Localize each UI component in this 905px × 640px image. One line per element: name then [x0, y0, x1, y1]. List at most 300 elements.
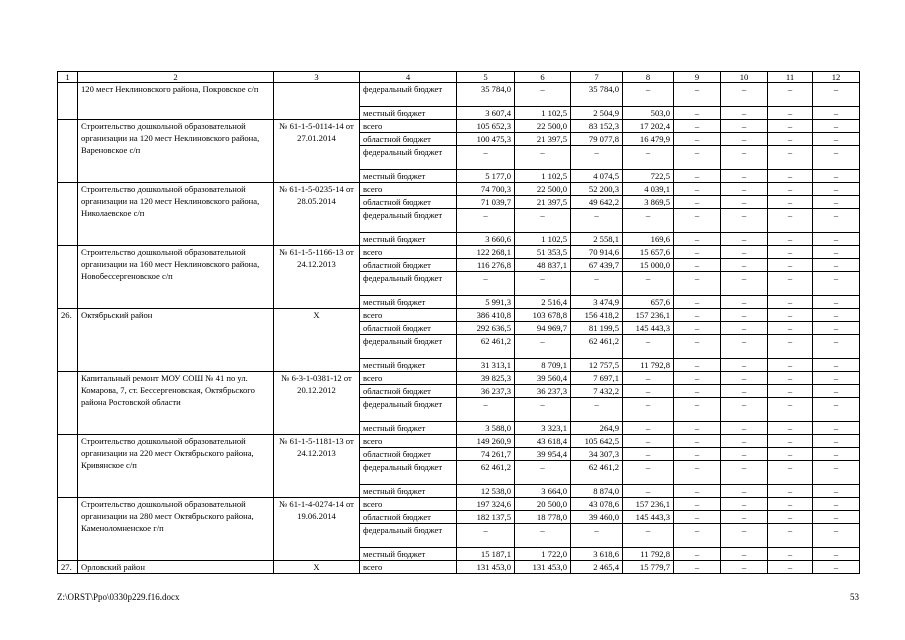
- amount-cell: 145 443,3: [623, 511, 674, 524]
- amount-cell: –: [813, 120, 860, 133]
- amount-cell: –: [457, 272, 515, 296]
- amount-cell: 156 418,2: [571, 309, 623, 322]
- amount-cell: 264,9: [571, 422, 623, 435]
- amount-cell: –: [768, 259, 813, 272]
- object-name: Орловский район: [78, 561, 274, 574]
- amount-cell: –: [515, 524, 571, 548]
- amount-cell: 15 187,1: [457, 548, 515, 561]
- amount-cell: –: [721, 322, 768, 335]
- amount-cell: –: [571, 209, 623, 233]
- amount-cell: 48 837,1: [515, 259, 571, 272]
- amount-cell: –: [623, 335, 674, 359]
- amount-cell: 3 588,0: [457, 422, 515, 435]
- amount-cell: 5 991,3: [457, 296, 515, 309]
- amount-cell: 20 500,0: [515, 498, 571, 511]
- amount-cell: 35 784,0: [571, 83, 623, 107]
- amount-cell: –: [813, 246, 860, 259]
- amount-cell: –: [623, 272, 674, 296]
- amount-cell: 722,5: [623, 170, 674, 183]
- amount-cell: 182 137,5: [457, 511, 515, 524]
- amount-cell: –: [768, 170, 813, 183]
- amount-cell: –: [674, 272, 721, 296]
- amount-cell: –: [768, 385, 813, 398]
- amount-cell: 3 869,5: [623, 196, 674, 209]
- amount-cell: 2 558,1: [571, 233, 623, 246]
- amount-cell: 122 268,1: [457, 246, 515, 259]
- amount-cell: –: [623, 448, 674, 461]
- amount-cell: –: [674, 296, 721, 309]
- amount-cell: 149 260,9: [457, 435, 515, 448]
- amount-cell: –: [768, 83, 813, 107]
- amount-cell: –: [721, 335, 768, 359]
- amount-cell: –: [721, 398, 768, 422]
- amount-cell: –: [721, 296, 768, 309]
- object-name: Строительство дошкольной образовательной организации на 220 мест Октябрьского района, Кривянское с/п: [78, 435, 274, 498]
- amount-cell: –: [813, 196, 860, 209]
- amount-cell: –: [721, 524, 768, 548]
- amount-cell: 103 678,8: [515, 309, 571, 322]
- amount-cell: 169,6: [623, 233, 674, 246]
- row-number: [58, 120, 78, 183]
- amount-cell: –: [623, 461, 674, 485]
- amount-cell: –: [721, 372, 768, 385]
- amount-cell: –: [813, 133, 860, 146]
- amount-cell: –: [457, 524, 515, 548]
- amount-cell: –: [768, 322, 813, 335]
- amount-cell: 74 700,3: [457, 183, 515, 196]
- amount-cell: –: [674, 259, 721, 272]
- amount-cell: 51 353,5: [515, 246, 571, 259]
- amount-cell: 81 199,5: [571, 322, 623, 335]
- amount-cell: 157 236,1: [623, 498, 674, 511]
- amount-cell: 657,6: [623, 296, 674, 309]
- amount-cell: –: [813, 485, 860, 498]
- amount-cell: 62 461,2: [571, 335, 623, 359]
- amount-cell: –: [674, 146, 721, 170]
- amount-cell: –: [623, 83, 674, 107]
- funding-source: местный бюджет: [360, 548, 457, 561]
- amount-cell: –: [674, 335, 721, 359]
- amount-cell: 100 475,3: [457, 133, 515, 146]
- amount-cell: –: [768, 183, 813, 196]
- amount-cell: –: [768, 398, 813, 422]
- amount-cell: –: [674, 548, 721, 561]
- amount-cell: 83 152,3: [571, 120, 623, 133]
- amount-cell: 62 461,2: [571, 461, 623, 485]
- table-row: [58, 83, 860, 107]
- amount-cell: –: [768, 107, 813, 120]
- amount-cell: –: [515, 272, 571, 296]
- amount-cell: –: [813, 259, 860, 272]
- amount-cell: –: [721, 422, 768, 435]
- amount-cell: 1 722,0: [515, 548, 571, 561]
- amount-cell: –: [721, 183, 768, 196]
- column-number: 3: [274, 72, 360, 83]
- object-name: Октябрьский район: [78, 309, 274, 372]
- amount-cell: –: [623, 372, 674, 385]
- funding-source: федеральный бюджет: [360, 146, 457, 170]
- amount-cell: 197 324,6: [457, 498, 515, 511]
- table-row: [58, 435, 860, 448]
- amount-cell: 503,0: [623, 107, 674, 120]
- amount-cell: 105 642,5: [571, 435, 623, 448]
- amount-cell: –: [457, 398, 515, 422]
- table-row: [58, 372, 860, 385]
- approval-document: Х: [274, 561, 360, 574]
- amount-cell: –: [768, 435, 813, 448]
- table-row: [58, 120, 860, 133]
- funding-source: федеральный бюджет: [360, 335, 457, 359]
- amount-cell: 39 954,4: [515, 448, 571, 461]
- funding-source: федеральный бюджет: [360, 398, 457, 422]
- funding-source: всего: [360, 309, 457, 322]
- amount-cell: –: [813, 422, 860, 435]
- amount-cell: 2 516,4: [515, 296, 571, 309]
- amount-cell: 386 410,8: [457, 309, 515, 322]
- amount-cell: –: [721, 83, 768, 107]
- amount-cell: –: [768, 422, 813, 435]
- amount-cell: –: [768, 309, 813, 322]
- amount-cell: –: [813, 524, 860, 548]
- footer-file-path: Z:\ORST\Ppo\0330p229.f16.docx: [57, 592, 180, 602]
- amount-cell: –: [813, 170, 860, 183]
- amount-cell: –: [674, 120, 721, 133]
- amount-cell: –: [813, 83, 860, 107]
- column-number: 11: [768, 72, 813, 83]
- row-number: [58, 83, 78, 120]
- amount-cell: –: [721, 485, 768, 498]
- amount-cell: –: [768, 448, 813, 461]
- amount-cell: –: [457, 146, 515, 170]
- amount-cell: 34 307,3: [571, 448, 623, 461]
- funding-source: областной бюджет: [360, 385, 457, 398]
- amount-cell: 70 914,6: [571, 246, 623, 259]
- amount-cell: 131 453,0: [457, 561, 515, 574]
- row-number: [58, 372, 78, 435]
- table-row: [58, 309, 860, 322]
- amount-cell: 49 642,2: [571, 196, 623, 209]
- amount-cell: –: [721, 196, 768, 209]
- amount-cell: –: [721, 259, 768, 272]
- funding-source: местный бюджет: [360, 233, 457, 246]
- approval-document: Х: [274, 309, 360, 372]
- amount-cell: –: [813, 359, 860, 372]
- amount-cell: 8 709,1: [515, 359, 571, 372]
- amount-cell: 1 102,5: [515, 233, 571, 246]
- amount-cell: –: [674, 309, 721, 322]
- amount-cell: 11 792,8: [623, 548, 674, 561]
- column-number: 7: [571, 72, 623, 83]
- amount-cell: –: [674, 498, 721, 511]
- amount-cell: –: [813, 498, 860, 511]
- amount-cell: –: [768, 359, 813, 372]
- amount-cell: 5 177,0: [457, 170, 515, 183]
- amount-cell: –: [674, 359, 721, 372]
- amount-cell: –: [768, 196, 813, 209]
- column-number: 2: [78, 72, 274, 83]
- funding-source: областной бюджет: [360, 133, 457, 146]
- amount-cell: –: [721, 107, 768, 120]
- amount-cell: –: [674, 511, 721, 524]
- amount-cell: –: [813, 372, 860, 385]
- amount-cell: 7 432,2: [571, 385, 623, 398]
- amount-cell: –: [721, 448, 768, 461]
- amount-cell: –: [813, 435, 860, 448]
- column-number: 12: [813, 72, 860, 83]
- row-number: 26.: [58, 309, 78, 372]
- amount-cell: 7 697,1: [571, 372, 623, 385]
- amount-cell: 3 664,0: [515, 485, 571, 498]
- funding-source: областной бюджет: [360, 259, 457, 272]
- amount-cell: –: [721, 133, 768, 146]
- amount-cell: 15 657,6: [623, 246, 674, 259]
- amount-cell: –: [674, 83, 721, 107]
- amount-cell: –: [768, 272, 813, 296]
- funding-source: федеральный бюджет: [360, 461, 457, 485]
- funding-source: местный бюджет: [360, 107, 457, 120]
- amount-cell: –: [571, 146, 623, 170]
- amount-cell: 62 461,2: [457, 461, 515, 485]
- funding-source: всего: [360, 561, 457, 574]
- table-row: [58, 246, 860, 259]
- amount-cell: 15 779,7: [623, 561, 674, 574]
- amount-cell: –: [623, 385, 674, 398]
- row-number: [58, 435, 78, 498]
- amount-cell: –: [721, 548, 768, 561]
- amount-cell: –: [721, 511, 768, 524]
- amount-cell: –: [768, 246, 813, 259]
- amount-cell: –: [721, 272, 768, 296]
- amount-cell: –: [571, 398, 623, 422]
- amount-cell: 3 618,6: [571, 548, 623, 561]
- amount-cell: –: [515, 209, 571, 233]
- funding-source: областной бюджет: [360, 196, 457, 209]
- amount-cell: –: [674, 385, 721, 398]
- funding-source: федеральный бюджет: [360, 524, 457, 548]
- column-number: 10: [721, 72, 768, 83]
- amount-cell: 22 500,0: [515, 183, 571, 196]
- object-name: Строительство дошкольной образовательной организации на 280 мест Октябрьского района, Каменоломненское г/п: [78, 498, 274, 561]
- amount-cell: –: [674, 422, 721, 435]
- object-name: Строительство дошкольной образовательной организации на 120 мест Неклиновского района, Вареновское с/п: [78, 120, 274, 183]
- amount-cell: 18 778,0: [515, 511, 571, 524]
- amount-cell: –: [813, 322, 860, 335]
- object-name: Строительство дошкольной образовательной организации на 160 мест Неклиновского района, Новобессергеновское с/п: [78, 246, 274, 309]
- amount-cell: 12 538,0: [457, 485, 515, 498]
- amount-cell: –: [674, 561, 721, 574]
- amount-cell: –: [515, 83, 571, 107]
- amount-cell: 43 078,6: [571, 498, 623, 511]
- amount-cell: 4 074,5: [571, 170, 623, 183]
- funding-source: местный бюджет: [360, 170, 457, 183]
- funding-source: местный бюджет: [360, 296, 457, 309]
- amount-cell: –: [515, 146, 571, 170]
- amount-cell: –: [768, 485, 813, 498]
- amount-cell: –: [623, 524, 674, 548]
- column-number: 1: [58, 72, 78, 83]
- table-row: [58, 498, 860, 511]
- amount-cell: 62 461,2: [457, 335, 515, 359]
- amount-cell: –: [813, 233, 860, 246]
- amount-cell: –: [515, 335, 571, 359]
- amount-cell: 157 236,1: [623, 309, 674, 322]
- amount-cell: –: [571, 272, 623, 296]
- amount-cell: –: [721, 498, 768, 511]
- funding-source: местный бюджет: [360, 485, 457, 498]
- column-number-row: [58, 72, 860, 83]
- approval-document: № 61-1-5-1166-13 от 24.12.2013: [274, 246, 360, 309]
- row-number: [58, 246, 78, 309]
- amount-cell: –: [674, 524, 721, 548]
- amount-cell: –: [721, 561, 768, 574]
- amount-cell: –: [623, 422, 674, 435]
- amount-cell: –: [768, 296, 813, 309]
- page-number: 53: [850, 592, 859, 602]
- amount-cell: 71 039,7: [457, 196, 515, 209]
- amount-cell: 105 652,3: [457, 120, 515, 133]
- amount-cell: 2 504,9: [571, 107, 623, 120]
- amount-cell: –: [674, 209, 721, 233]
- amount-cell: 74 261,7: [457, 448, 515, 461]
- amount-cell: 21 397,5: [515, 196, 571, 209]
- amount-cell: –: [768, 146, 813, 170]
- amount-cell: –: [813, 385, 860, 398]
- table-row: [58, 561, 860, 574]
- column-number: 5: [457, 72, 515, 83]
- amount-cell: –: [721, 309, 768, 322]
- funding-source: областной бюджет: [360, 511, 457, 524]
- amount-cell: –: [721, 246, 768, 259]
- amount-cell: –: [768, 511, 813, 524]
- amount-cell: –: [674, 322, 721, 335]
- amount-cell: 31 313,1: [457, 359, 515, 372]
- table-row: [58, 183, 860, 196]
- amount-cell: –: [768, 209, 813, 233]
- amount-cell: 21 397,5: [515, 133, 571, 146]
- approval-document: № 6-3-1-0381-12 от 20.12.2012: [274, 372, 360, 435]
- funding-source: всего: [360, 498, 457, 511]
- column-number: 6: [515, 72, 571, 83]
- amount-cell: –: [768, 498, 813, 511]
- amount-cell: 22 500,0: [515, 120, 571, 133]
- funding-source: всего: [360, 183, 457, 196]
- amount-cell: –: [515, 461, 571, 485]
- funding-source: местный бюджет: [360, 422, 457, 435]
- approval-document: № 61-1-5-0114-14 от 27.01.2014: [274, 120, 360, 183]
- amount-cell: 145 443,3: [623, 322, 674, 335]
- amount-cell: –: [768, 548, 813, 561]
- amount-cell: –: [813, 511, 860, 524]
- object-name: Строительство дошкольной образовательной организации на 120 мест Неклиновского района, Николаевское с/п: [78, 183, 274, 246]
- amount-cell: –: [768, 372, 813, 385]
- amount-cell: –: [721, 120, 768, 133]
- amount-cell: 292 636,5: [457, 322, 515, 335]
- amount-cell: 16 479,9: [623, 133, 674, 146]
- amount-cell: –: [674, 461, 721, 485]
- amount-cell: 39 825,3: [457, 372, 515, 385]
- row-number: [58, 498, 78, 561]
- amount-cell: 12 757,5: [571, 359, 623, 372]
- amount-cell: –: [571, 524, 623, 548]
- amount-cell: 36 237,3: [457, 385, 515, 398]
- amount-cell: –: [813, 561, 860, 574]
- amount-cell: 3 323,1: [515, 422, 571, 435]
- amount-cell: –: [768, 561, 813, 574]
- amount-cell: –: [813, 335, 860, 359]
- funding-source: федеральный бюджет: [360, 209, 457, 233]
- column-number: 4: [360, 72, 457, 83]
- table-body: [58, 72, 860, 574]
- amount-cell: 39 560,4: [515, 372, 571, 385]
- amount-cell: –: [768, 120, 813, 133]
- object-name: 120 мест Неклиновского района, Покровское с/п: [78, 83, 274, 120]
- amount-cell: 8 874,0: [571, 485, 623, 498]
- amount-cell: –: [623, 435, 674, 448]
- amount-cell: –: [813, 296, 860, 309]
- amount-cell: –: [721, 146, 768, 170]
- amount-cell: –: [813, 146, 860, 170]
- amount-cell: 17 202,4: [623, 120, 674, 133]
- amount-cell: –: [813, 183, 860, 196]
- amount-cell: –: [674, 183, 721, 196]
- amount-cell: –: [623, 146, 674, 170]
- amount-cell: –: [813, 448, 860, 461]
- amount-cell: –: [721, 170, 768, 183]
- amount-cell: 35 784,0: [457, 83, 515, 107]
- amount-cell: –: [813, 272, 860, 296]
- amount-cell: –: [721, 359, 768, 372]
- funding-source: всего: [360, 120, 457, 133]
- amount-cell: –: [813, 107, 860, 120]
- amount-cell: 1 102,5: [515, 107, 571, 120]
- amount-cell: –: [813, 398, 860, 422]
- amount-cell: –: [813, 548, 860, 561]
- amount-cell: –: [813, 461, 860, 485]
- amount-cell: –: [623, 485, 674, 498]
- budget-table: [57, 71, 860, 574]
- amount-cell: –: [674, 233, 721, 246]
- amount-cell: 11 792,8: [623, 359, 674, 372]
- amount-cell: –: [768, 133, 813, 146]
- funding-source: областной бюджет: [360, 322, 457, 335]
- funding-source: федеральный бюджет: [360, 272, 457, 296]
- funding-source: местный бюджет: [360, 359, 457, 372]
- amount-cell: 4 039,1: [623, 183, 674, 196]
- amount-cell: 1 102,5: [515, 170, 571, 183]
- funding-source: всего: [360, 435, 457, 448]
- amount-cell: –: [674, 398, 721, 422]
- approval-document: № 61-1-5-1181-13 от 24.12.2013: [274, 435, 360, 498]
- amount-cell: 94 969,7: [515, 322, 571, 335]
- funding-source: всего: [360, 246, 457, 259]
- amount-cell: –: [515, 398, 571, 422]
- amount-cell: –: [813, 209, 860, 233]
- amount-cell: –: [721, 209, 768, 233]
- amount-cell: 52 200,3: [571, 183, 623, 196]
- amount-cell: 3 607,4: [457, 107, 515, 120]
- amount-cell: 39 460,0: [571, 511, 623, 524]
- approval-document: [274, 83, 360, 120]
- object-name: Капитальный ремонт МОУ СОШ № 41 по ул. Комарова, 7, ст. Бессергеновская, Октябрьского района Ростовской области: [78, 372, 274, 435]
- amount-cell: –: [674, 107, 721, 120]
- funding-source: всего: [360, 372, 457, 385]
- amount-cell: –: [721, 435, 768, 448]
- funding-source: федеральный бюджет: [360, 83, 457, 107]
- amount-cell: –: [813, 309, 860, 322]
- amount-cell: –: [623, 398, 674, 422]
- amount-cell: 36 237,3: [515, 385, 571, 398]
- amount-cell: –: [721, 461, 768, 485]
